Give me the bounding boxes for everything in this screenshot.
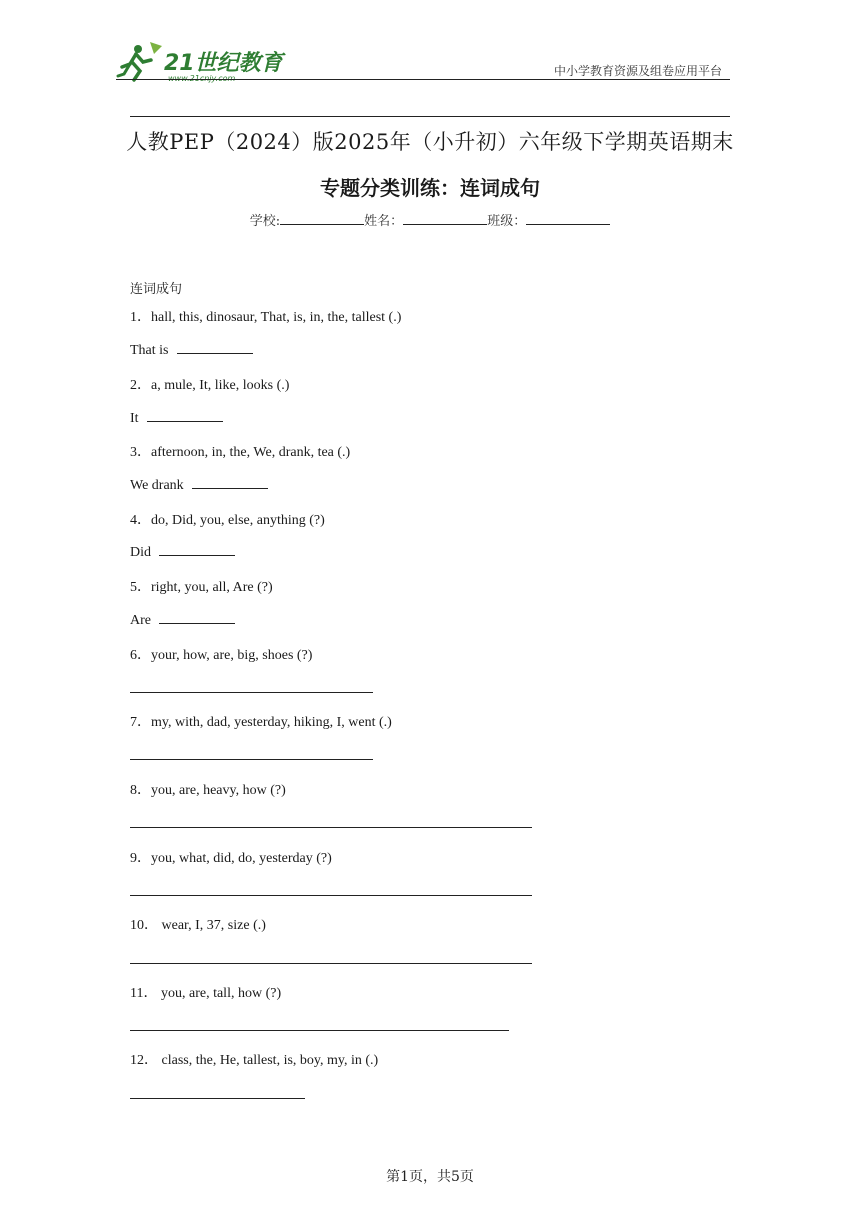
answer-row	[130, 408, 223, 427]
answer-row	[130, 340, 253, 359]
answer-line[interactable]	[130, 1098, 305, 1099]
page-number: 第1页，共5页	[386, 1169, 474, 1185]
answer-line[interactable]	[130, 759, 373, 760]
question-prompt: 6．your, how, are, big, shoes (?)	[130, 648, 313, 663]
logo-text: 21世纪教育	[164, 51, 283, 76]
site-logo	[116, 40, 286, 84]
question-prompt: 10． wear, I, 37, size (.)	[130, 918, 266, 933]
page-subtitle: 专题分类训练：连词成句	[320, 176, 540, 200]
answer-blank[interactable]	[192, 475, 268, 489]
answer-starter: That is	[130, 343, 169, 358]
answer-row	[130, 610, 235, 629]
question-prompt: 9．you, what, did, do, yesterday (?)	[130, 851, 332, 866]
name-blank[interactable]	[403, 212, 487, 225]
name-label: 姓名：	[364, 214, 404, 229]
section-title: 连词成句	[130, 282, 183, 297]
question-prompt: 12． class, the, He, tallest, is, boy, my, in (.)	[130, 1053, 379, 1068]
answer-starter: It	[130, 411, 139, 426]
page-title: 人教PEP（2024）版2025年（小升初）六年级下学期英语期末	[126, 130, 734, 154]
header-divider	[116, 79, 730, 80]
answer-row	[130, 475, 268, 494]
answer-blank[interactable]	[159, 610, 235, 624]
question-prompt: 3．afternoon, in, the, We, drank, tea (.)	[130, 445, 351, 460]
question-prompt: 7．my, with, dad, yesterday, hiking, I, went (.)	[130, 715, 392, 730]
school-blank[interactable]	[280, 212, 364, 225]
question-prompt: 2．a, mule, It, like, looks (.)	[130, 378, 290, 393]
school-label: 学校:	[249, 214, 281, 229]
answer-line[interactable]	[130, 963, 532, 964]
answer-blank[interactable]	[147, 408, 223, 422]
question-prompt: 5．right, you, all, Are (?)	[130, 580, 273, 595]
platform-name: 中小学教育资源及组卷应用平台	[553, 64, 722, 78]
question-prompt: 1．hall, this, dinosaur, That, is, in, the, tallest (.)	[130, 310, 402, 325]
answer-line[interactable]	[130, 895, 532, 896]
answer-blank[interactable]	[177, 340, 253, 354]
answer-line[interactable]	[130, 1030, 509, 1031]
class-label: 班级：	[487, 214, 527, 229]
answer-starter: Are	[130, 613, 151, 628]
question-prompt: 11． you, are, tall, how (?)	[130, 986, 282, 1001]
answer-line[interactable]	[130, 692, 373, 693]
answer-row	[130, 542, 235, 561]
title-divider	[130, 116, 730, 117]
answer-starter: We drank	[130, 478, 184, 493]
answer-starter: Did	[130, 545, 151, 560]
class-blank[interactable]	[526, 212, 610, 225]
answer-blank[interactable]	[159, 542, 235, 556]
question-prompt: 8．you, are, heavy, how (?)	[130, 783, 286, 798]
answer-line[interactable]	[130, 827, 532, 828]
student-info	[0, 210, 860, 229]
question-prompt: 4．do, Did, you, else, anything (?)	[130, 513, 325, 528]
runner-icon	[118, 42, 162, 80]
